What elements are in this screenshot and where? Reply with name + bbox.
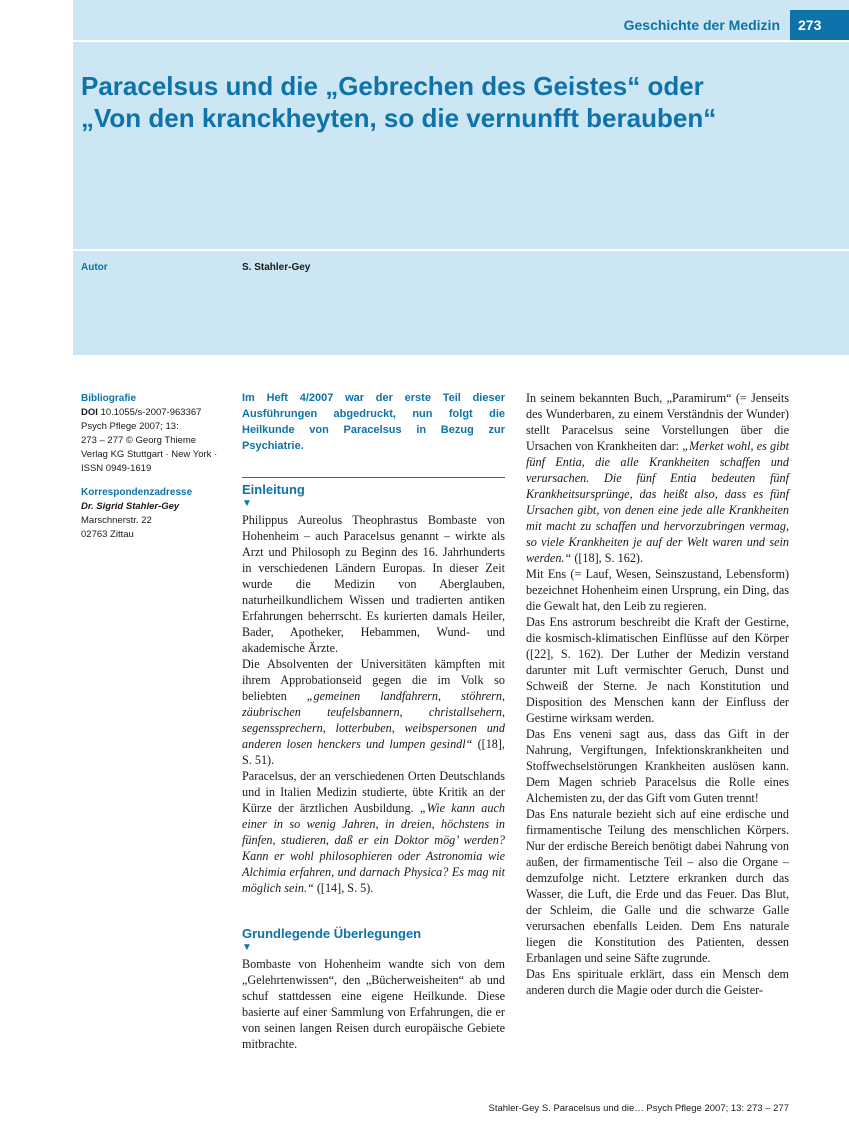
bibliography-label: Bibliografie [81,393,137,404]
doi-label: DOI [81,407,98,418]
lead-divider [242,477,505,478]
paragraph: Mit Ens (= Lauf, Wesen, Seinszustand, Lebensform) bezeichnet Hohenheim einen Ursprung, ein Ding, das die Gewalt hat, den Leib zu regieren. [526,567,789,613]
author-divider [73,249,849,251]
running-header [73,0,849,40]
paragraph: Das Ens spirituale erklärt, dass ein Mensch dem anderen durch die Magie oder durch die Geister- [526,967,789,997]
page-footer: Stahler-Gey S. Paracelsus und die… Psych Pflege 2007; 13: 273 – 277 [488,1103,789,1114]
left-column [242,390,505,1052]
sidebar [81,392,231,542]
paragraph: Paracelsus, der an verschiedenen Orten Deutschlands und in Italien Medizin studierte, übte Kritik an der Kürze der ärztlichen Ausbildung. „Wie kann auch einer in so wenig Jahren, in dreien, höchstens in fünfen, studieren, daß er ein Doktor mög’ werden? Kann er wohl philosophieren oder Astronomia wie Alchimia erfahren, und darnach Physica? Es mag nit möglich sein.“ ([14], S. 5). [242,769,505,895]
paragraph: Das Ens astrorum beschreibt die Kraft der Gestirne, die kosmisch-klimatischen Einflüsse auf den Körper ([22], S. 162). Der Luther der Medizin verstand darunter mit Luft vermischter Geruch, Dunst und Schweiß der Sterne. Je nach Konstitution und Disposition des Menschen kann der Einfluss der Gestirne wirksam werden. [526,615,789,725]
title-line-2: „Von den kranckheyten, so die vernunfft berauben“ [81,103,717,133]
header-divider [73,40,849,42]
paragraph: Das Ens veneni sagt aus, dass das Gift in der Nahrung, Vergiftungen, Infektionskrankheiten und Stoffwechselstörungen Krankheiten auslösen kann. Dem Magen schrieb Paracelsus die Rolle eines Alchemisten zu, der das Gift vom Guten trennt! [526,727,789,805]
paragraph: Bombaste von Hohenheim wandte sich von dem „Gelehrtenwissen“, den „Bücherweisheiten“ ab und schuf stattdessen eine eigene Heilkunde. Diese basierte auf einer Sammlung von Erfahrungen, die er von seinen langen Reisen durch europäische Gebiete mitbrachte. [242,957,505,1051]
bib-line: Verlag KG Stuttgart · New York · [81,449,218,460]
paragraph: Die Absolventen der Universitäten kämpften mit ihrem Approbationseid gegen die im Volk so beliebten „gemeinen landfahrern, stöhrern, zäubrischen teufelsbannern, christallsehern, segenssprechern, lotterbuben, weibspersonen und anderen losen henckers und lumpen gesindl“ ([18], S. 51). [242,657,506,767]
doi-line [81,406,231,420]
section-heading-einleitung: Einleitung [242,482,305,497]
author-label: Autor [81,262,108,273]
page-number: 273 [790,10,849,40]
right-column [526,390,789,998]
address-line: Marschnerstr. 22 [81,515,152,526]
paragraph: Das Ens naturale bezieht sich auf eine erdische und firmamentische Teilung des menschlichen Körpers. Nur der erdische Bereich benötigt dabei Nahrung von außen, der firmamentische Teil – also die Organe – demzufolge nicht. Letztere erkranken durch das Wasser, die Luft, die Erde und das Feuer. Das Blut, der Schleim, die Galle und die schwarze Galle verursachen ebenfalls Leiden. Dem Ens naturale liegen die Konstitution des Patienten, dessen Erbanlagen und seine Säfte zugrunde. [526,807,789,965]
paragraph: Philippus Aureolus Theophrastus Bombaste von Hohenheim – auch Paracelsus genannt – wirkte als Arzt und Philosoph zu Beginn des 16. Jahrhunderts in verschiedenen Ländern Europas. In dieser Zeit wurde die Medizin von Aberglauben, naturheilkundlichem Wissen und tradierten antiken Erfahrungen beherrscht. Es kurierten damals Heiler, Bader, Apotheker, Hebammen, Wund- und akademische Ärzte. [242,513,505,655]
quote: „Wie kann auch einer in so wenig Jahren, in dreien, höchstens in fünfen, studieren, daß er ein Doktor mög’ werden? Kann er wohl philosophieren oder Astronomia wie Alchimia erfahren, und darnach Physica? Es mag nit möglich sein.“ [242,801,505,895]
bib-line: ISSN 0949-1619 [81,463,152,474]
section-marker-icon: ▼ [242,942,252,953]
doi-value: 10.1055/s-2007-963367 [100,407,202,418]
correspondence-name: Dr. Sigrid Stahler-Gey [81,501,180,512]
quote: „gemeinen landfahrern, stöhrern, zäubrischen teufelsbannern, christallsehern, segenssprechern, lotterbuben, weibspersonen und anderen losen henckers und lumpen gesindl“ [242,689,506,751]
correspondence-label: Korrespondenzadresse [81,487,193,498]
paragraph: In seinem bekannten Buch, „Paramirum“ (= Jenseits des Wunderbaren, zu einem Verständnis der Wunder) stellt Paracelsus seine Vorstellungen über die Ursachen von Krankheiten dar: „Merket wohl, es gibt fünf Entia, die alle Krankheiten schaffen und verursachen. Die fünf Entia bedeuten fünf Krankheitsursprünge, das heißt also, dass es fünf Ursachen gibt, von denen eine jede alle Krankheiten mit macht zu schaffen und hervorzubringen vermag, so viele Krankheiten je auf der Welt waren und sein werden.“ ([18], S. 162). [526,391,789,565]
lead-paragraph: Im Heft 4/2007 war der erste Teil dieser Ausführungen abgedruckt, nun folgt die Heilkunde von Paracelsus in Bezug zur Psychiatrie. [242,392,505,452]
address-line: 02763 Zittau [81,529,134,540]
bib-line: 273 – 277 © Georg Thieme [81,435,197,446]
author-name: S. Stahler-Gey [242,262,311,273]
section-name: Geschichte der Medizin [623,17,780,33]
bib-line: Psych Pflege 2007; 13: [81,421,179,432]
header-band [73,0,849,355]
section-heading-ueberlegungen: Grundlegende Überlegungen [242,926,422,941]
quote: „Merket wohl, es gibt fünf Entia, die alle Krankheiten schaffen und verursachen. Die fünf Entia bedeuten fünf Krankheitsursprünge, das heißt also, dass es fünf Ursachen gibt, von denen eine jede alle Krankheiten mit macht zu schaffen und hervorzubringen vermag, so viele Krankheiten je auf der Welt waren und sein werden.“ [526,439,789,565]
title-line-1: Paracelsus und die „Gebrechen des Geistes“ oder [81,71,704,101]
section-marker-icon: ▼ [242,498,252,509]
article-title [81,70,821,134]
